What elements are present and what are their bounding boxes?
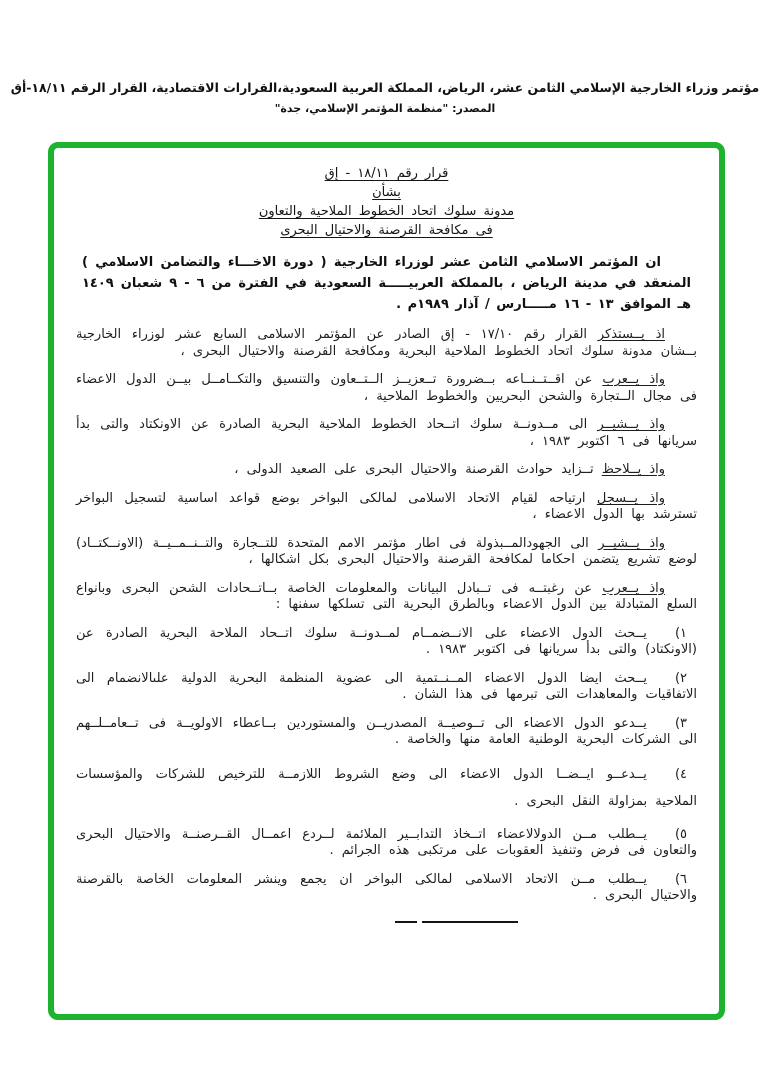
item-text: يــحث ايضا الدول الاعضاء المــنــتمية الى عضوية المنظمة البحرية الدولية علىالانضمام الى الاتفاقيات والمعاهدات التى تبرمها فى هذا الشان . <box>76 670 697 702</box>
recital-text: القرار رقم ١٧/١٠ - إق الصادر عن المؤتمر الاسلامى السابع عشر لوزراء الخارجية بــشان مدونة سلوك اتحاد الخطوط الملاحية البحرية ومكافحة القرصنة والاحتيال البحرى ، <box>76 327 697 359</box>
item-text: يــحث الدول الاعضاء على الانــضمــام لمــدونــة سلوك اتــحاد الملاحة البحرية الصادرة عن (الاونكتاد) والتى بدأ سريانها فى اكتوبر ١٩٨٣ . <box>76 625 697 657</box>
recital-lead: واذ يــشيــر <box>598 535 666 551</box>
recital-lead: واذ يــلاحظ <box>601 462 665 477</box>
end-divider <box>146 921 725 923</box>
item-number: ١) <box>674 625 687 641</box>
item-number: ٣) <box>674 715 687 731</box>
recital-lead: واذ يــشيــر <box>597 417 666 432</box>
resolution-subject-word: بشأن <box>372 185 401 200</box>
operative-item-4 <box>76 761 697 815</box>
item-text: يــدعو الدول الاعضاء الى تــوصيــة المصدريــن والمستوردين بــاعطاء الاولويــة فى تــعامــلــهم الى الشركات البحرية الوطنية العامة منها والخاصة . <box>76 715 697 747</box>
recital-paragraph <box>76 327 697 360</box>
item-text: يــطلب مــن الاتحاد الاسلامى لمالكى البواخر ان يجمع وينشر المعلومات الخاصة بالقرصنة والاحتيال البحرى . <box>76 871 697 903</box>
recital-paragraph <box>76 536 697 569</box>
recital-paragraph <box>76 581 697 614</box>
recital-text: الى مــدونــة سلوك اتــحاد الخطوط الملاحية البحرية الصادرة عن الاونكتاد والتى بدأ سريانها فى ٦ اكتوبر ١٩٨٣ ، <box>76 417 697 449</box>
recital-text: عن اقــتــنــاعه بــضرورة تــعزيــز الــتــعاون والتنسيق والتكــامــل بيــن الدول الاعضاء فى مجال الــتجارة والشحن البحريين والخطوط الملاحية ، <box>76 372 697 404</box>
recital-paragraph <box>76 417 697 450</box>
recital-lead: واذ يــعرب <box>602 580 665 596</box>
resolution-subject-line2: فى مكافحة القرصنة والاحتيال البحرى <box>280 223 493 238</box>
recital-text: الى الجهودالمــبذولة فى اطار مؤتمر الامم المتحدة للتــجارة والتــنــمــيــة (الاونــكتــاد) لوضع تشريع يتضمن احكاما لمكافحة القرصنة والاحتيال البحرى بكل اشكالها ، <box>76 535 697 567</box>
operative-item-1 <box>76 626 697 659</box>
recital-lead: واذ يــسجل <box>596 490 665 506</box>
recital-paragraph <box>76 491 697 524</box>
item-number: ٥) <box>674 826 687 842</box>
item-number: ٤) <box>674 766 687 782</box>
recital-lead: واذ يــعرب <box>602 372 665 387</box>
recital-lead: اذ يــستذكر <box>597 327 665 342</box>
operative-item-6 <box>76 872 697 905</box>
item-text: يــدعــو ايــضــا الدول الاعضاء الى وضع الشروط اللازمــة للترخيص للشركات والمؤسسات الملاحية بمزاولة النقل البحرى . <box>76 766 697 809</box>
recital-text: ارتياحه لقيام الاتحاد الاسلامى لمالكى البواخر بوضع قواعد اساسية لتسجيل البواخر تسترشد بها الدول الاعضاء ، <box>76 490 697 522</box>
resolution-title-block <box>76 164 697 240</box>
item-number: ٢) <box>674 670 687 686</box>
recital-paragraph <box>76 462 697 479</box>
recital-paragraph <box>76 372 697 405</box>
page-header <box>0 80 770 115</box>
divider-short-segment <box>395 921 417 923</box>
resolution-number: قرار رقم ١٨/١١ - إق <box>324 166 449 181</box>
conference-title: مؤتمر وزراء الخارجية الإسلامي الثامن عشر، الرياض، المملكة العربية السعودية،القرارات الاقتصادية، القرار الرقم ١٨/١١-أق <box>10 80 760 95</box>
operative-item-2 <box>76 671 697 704</box>
operative-item-5 <box>76 827 697 860</box>
item-text: يــطلب مــن الدولالاعضاء اتــخاذ التدابــير الملائمة لــردع اعمــال القــرصنــة والاحتيال البحرى والتعاون فى فرض وتنفيذ العقوبات على مرتكبى هذه الجرائم . <box>76 826 697 858</box>
item-number: ٦) <box>674 871 687 887</box>
document-frame <box>48 142 725 1020</box>
preamble-paragraph: ان المؤتمر الاسلامي الثامن عشر لوزراء الخارجية ( دورة الاخـــاء والتضامن الاسلامي ) المنعقد في مدينة الرياض ، بالمملكة العربيـــــة السعودية في الفترة من ٦ - ٩ شعبان ١٤٠٩ هـ الموافق ١٣ - ١٦ مـــــارس / آذار ١٩٨٩م . <box>82 255 691 312</box>
resolution-subject-line1: مدونة سلوك اتحاد الخطوط الملاحية والتعاون <box>258 204 515 219</box>
recital-text: عن رغبتــه فى تــبادل البيانات والمعلومات الخاصة بــاتــحادات الشحن البحرى وبانواع السلع المتبادلة بين الدول الاعضاء وبالطرق البحرية التى تسلكها سفنها : <box>76 580 697 612</box>
divider-long-segment <box>422 921 518 923</box>
source-line: المصدر: "منظمة المؤتمر الإسلامي، جدة" <box>274 102 496 115</box>
recital-text: تــزايد حوادث القرصنة والاحتيال البحرى على الصعيد الدولى ، <box>234 462 594 477</box>
operative-item-3 <box>76 716 697 749</box>
